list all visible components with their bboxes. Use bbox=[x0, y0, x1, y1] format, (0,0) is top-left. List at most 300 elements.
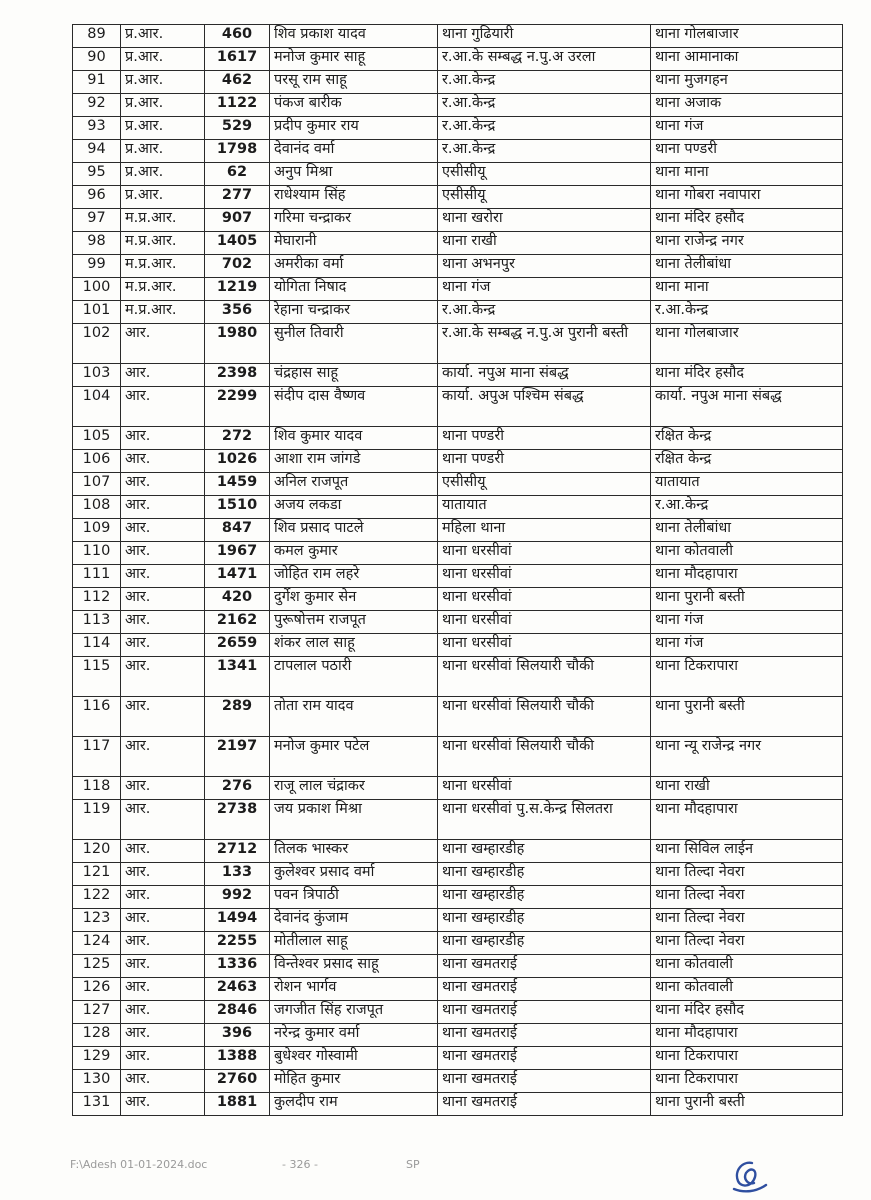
table-row bbox=[73, 978, 843, 1001]
name-cell: देवानंद वर्मा bbox=[270, 140, 438, 163]
rank-cell: आर. bbox=[121, 1001, 205, 1024]
current-posting-cell: थाना खरोरा bbox=[438, 209, 651, 232]
serial-number-cell: 121 bbox=[73, 863, 121, 886]
rank-cell: प्र.आर. bbox=[121, 48, 205, 71]
name-cell: शिव कुमार यादव bbox=[270, 427, 438, 450]
serial-number-cell: 111 bbox=[73, 565, 121, 588]
table-row bbox=[73, 301, 843, 324]
new-posting-cell: थाना गोलबाजार bbox=[651, 25, 843, 48]
table-row bbox=[73, 588, 843, 611]
name-cell: आशा राम जांगडे bbox=[270, 450, 438, 473]
current-posting-cell: थाना धरसीवां bbox=[438, 542, 651, 565]
name-cell: विन्तेश्वर प्रसाद साहू bbox=[270, 955, 438, 978]
table-row bbox=[73, 450, 843, 473]
badge-number-cell: 1219 bbox=[205, 278, 270, 301]
rank-cell: आर. bbox=[121, 519, 205, 542]
badge-number-cell: 907 bbox=[205, 209, 270, 232]
current-posting-cell: थाना खम्हारडीह bbox=[438, 863, 651, 886]
table-row bbox=[73, 232, 843, 255]
name-cell: नरेन्द्र कुमार वर्मा bbox=[270, 1024, 438, 1047]
serial-number-cell: 92 bbox=[73, 94, 121, 117]
current-posting-cell: र.आ.के सम्बद्ध न.पु.अ पुरानी बस्ती bbox=[438, 324, 651, 364]
transfer-table bbox=[72, 24, 843, 1116]
table-row bbox=[73, 1093, 843, 1116]
current-posting-cell: थाना धरसीवां bbox=[438, 634, 651, 657]
serial-number-cell: 117 bbox=[73, 737, 121, 777]
new-posting-cell: थाना न्यू राजेन्द्र नगर bbox=[651, 737, 843, 777]
current-posting-cell: थाना खमतराई bbox=[438, 1093, 651, 1116]
badge-number-cell: 2463 bbox=[205, 978, 270, 1001]
name-cell: पंकज बारीक bbox=[270, 94, 438, 117]
new-posting-cell: थाना मंदिर हसौद bbox=[651, 364, 843, 387]
serial-number-cell: 128 bbox=[73, 1024, 121, 1047]
serial-number-cell: 105 bbox=[73, 427, 121, 450]
new-posting-cell: थाना मौदहापारा bbox=[651, 1024, 843, 1047]
badge-number-cell: 1967 bbox=[205, 542, 270, 565]
badge-number-cell: 1471 bbox=[205, 565, 270, 588]
current-posting-cell: थाना धरसीवां सिलयारी चौकी bbox=[438, 737, 651, 777]
current-posting-cell: थाना खम्हारडीह bbox=[438, 932, 651, 955]
new-posting-cell: थाना पुरानी बस्ती bbox=[651, 1093, 843, 1116]
rank-cell: आर. bbox=[121, 657, 205, 697]
current-posting-cell: महिला थाना bbox=[438, 519, 651, 542]
current-posting-cell: र.आ.केन्द्र bbox=[438, 94, 651, 117]
serial-number-cell: 127 bbox=[73, 1001, 121, 1024]
rank-cell: आर. bbox=[121, 634, 205, 657]
rank-cell: म.प्र.आर. bbox=[121, 209, 205, 232]
new-posting-cell: थाना गंज bbox=[651, 611, 843, 634]
rank-cell: म.प्र.आर. bbox=[121, 278, 205, 301]
rank-cell: आर. bbox=[121, 955, 205, 978]
badge-number-cell: 2255 bbox=[205, 932, 270, 955]
serial-number-cell: 116 bbox=[73, 697, 121, 737]
serial-number-cell: 112 bbox=[73, 588, 121, 611]
table-row bbox=[73, 255, 843, 278]
rank-cell: आर. bbox=[121, 427, 205, 450]
rank-cell: आर. bbox=[121, 886, 205, 909]
serial-number-cell: 101 bbox=[73, 301, 121, 324]
name-cell: तिलक भास्कर bbox=[270, 840, 438, 863]
new-posting-cell: थाना गोबरा नवापारा bbox=[651, 186, 843, 209]
name-cell: जोहित राम लहरे bbox=[270, 565, 438, 588]
rank-cell: आर. bbox=[121, 840, 205, 863]
new-posting-cell: थाना मंदिर हसौद bbox=[651, 1001, 843, 1024]
current-posting-cell: थाना धरसीवां सिलयारी चौकी bbox=[438, 657, 651, 697]
new-posting-cell: र.आ.केन्द्र bbox=[651, 301, 843, 324]
rank-cell: आर. bbox=[121, 1047, 205, 1070]
current-posting-cell: एसीसीयू bbox=[438, 186, 651, 209]
rank-cell: प्र.आर. bbox=[121, 186, 205, 209]
new-posting-cell: थाना सिविल लाईन bbox=[651, 840, 843, 863]
current-posting-cell: थाना गुढियारी bbox=[438, 25, 651, 48]
name-cell: मनोज कुमार पटेल bbox=[270, 737, 438, 777]
name-cell: कुलदीप राम bbox=[270, 1093, 438, 1116]
new-posting-cell: थाना टिकरापारा bbox=[651, 1070, 843, 1093]
serial-number-cell: 125 bbox=[73, 955, 121, 978]
rank-cell: आर. bbox=[121, 909, 205, 932]
serial-number-cell: 98 bbox=[73, 232, 121, 255]
rank-cell: प्र.आर. bbox=[121, 94, 205, 117]
new-posting-cell: थाना गंज bbox=[651, 634, 843, 657]
current-posting-cell: कार्या. नपुअ माना संबद्ध bbox=[438, 364, 651, 387]
badge-number-cell: 847 bbox=[205, 519, 270, 542]
name-cell: प्रदीप कुमार राय bbox=[270, 117, 438, 140]
badge-number-cell: 356 bbox=[205, 301, 270, 324]
table-row bbox=[73, 364, 843, 387]
badge-number-cell: 1510 bbox=[205, 496, 270, 519]
current-posting-cell: थाना राखी bbox=[438, 232, 651, 255]
badge-number-cell: 1405 bbox=[205, 232, 270, 255]
name-cell: शंकर लाल साहू bbox=[270, 634, 438, 657]
serial-number-cell: 106 bbox=[73, 450, 121, 473]
rank-cell: आर. bbox=[121, 932, 205, 955]
name-cell: जय प्रकाश मिश्रा bbox=[270, 800, 438, 840]
rank-cell: आर. bbox=[121, 387, 205, 427]
serial-number-cell: 95 bbox=[73, 163, 121, 186]
new-posting-cell: थाना मंदिर हसौद bbox=[651, 209, 843, 232]
serial-number-cell: 114 bbox=[73, 634, 121, 657]
table-row bbox=[73, 427, 843, 450]
serial-number-cell: 113 bbox=[73, 611, 121, 634]
serial-number-cell: 131 bbox=[73, 1093, 121, 1116]
table-row bbox=[73, 886, 843, 909]
badge-number-cell: 529 bbox=[205, 117, 270, 140]
badge-number-cell: 133 bbox=[205, 863, 270, 886]
new-posting-cell: थाना टिकरापारा bbox=[651, 657, 843, 697]
name-cell: पुरूषोत्तम राजपूत bbox=[270, 611, 438, 634]
badge-number-cell: 1122 bbox=[205, 94, 270, 117]
rank-cell: आर. bbox=[121, 697, 205, 737]
badge-number-cell: 1026 bbox=[205, 450, 270, 473]
current-posting-cell: थाना धरसीवां सिलयारी चौकी bbox=[438, 697, 651, 737]
new-posting-cell: थाना कोतवाली bbox=[651, 978, 843, 1001]
badge-number-cell: 2398 bbox=[205, 364, 270, 387]
rank-cell: आर. bbox=[121, 737, 205, 777]
badge-number-cell: 2299 bbox=[205, 387, 270, 427]
rank-cell: आर. bbox=[121, 978, 205, 1001]
current-posting-cell: थाना धरसीवां bbox=[438, 777, 651, 800]
badge-number-cell: 1388 bbox=[205, 1047, 270, 1070]
badge-number-cell: 1459 bbox=[205, 473, 270, 496]
current-posting-cell: कार्या. अपुअ पश्चिम संबद्ध bbox=[438, 387, 651, 427]
rank-cell: आर. bbox=[121, 611, 205, 634]
name-cell: अनुप मिश्रा bbox=[270, 163, 438, 186]
new-posting-cell: थाना मौदहापारा bbox=[651, 800, 843, 840]
current-posting-cell: थाना धरसीवां पु.स.केन्द्र सिलतरा bbox=[438, 800, 651, 840]
serial-number-cell: 118 bbox=[73, 777, 121, 800]
name-cell: राधेश्याम सिंह bbox=[270, 186, 438, 209]
name-cell: मेघारानी bbox=[270, 232, 438, 255]
current-posting-cell: थाना खमतराई bbox=[438, 955, 651, 978]
name-cell: बुधेश्वर गोस्वामी bbox=[270, 1047, 438, 1070]
current-posting-cell: थाना खमतराई bbox=[438, 1001, 651, 1024]
serial-number-cell: 108 bbox=[73, 496, 121, 519]
badge-number-cell: 62 bbox=[205, 163, 270, 186]
table-row bbox=[73, 94, 843, 117]
rank-cell: आर. bbox=[121, 1024, 205, 1047]
name-cell: पवन त्रिपाठी bbox=[270, 886, 438, 909]
new-posting-cell: थाना तेलीबांधा bbox=[651, 255, 843, 278]
new-posting-cell: र.आ.केन्द्र bbox=[651, 496, 843, 519]
serial-number-cell: 104 bbox=[73, 387, 121, 427]
badge-number-cell: 1341 bbox=[205, 657, 270, 697]
new-posting-cell: थाना तेलीबांधा bbox=[651, 519, 843, 542]
table-row bbox=[73, 800, 843, 840]
badge-number-cell: 992 bbox=[205, 886, 270, 909]
table-row bbox=[73, 186, 843, 209]
table-row bbox=[73, 1070, 843, 1093]
table-row bbox=[73, 909, 843, 932]
serial-number-cell: 126 bbox=[73, 978, 121, 1001]
badge-number-cell: 2712 bbox=[205, 840, 270, 863]
serial-number-cell: 120 bbox=[73, 840, 121, 863]
new-posting-cell: कार्या. नपुअ माना संबद्ध bbox=[651, 387, 843, 427]
serial-number-cell: 94 bbox=[73, 140, 121, 163]
table-row bbox=[73, 324, 843, 364]
new-posting-cell: थाना पण्डरी bbox=[651, 140, 843, 163]
rank-cell: आर. bbox=[121, 450, 205, 473]
name-cell: परसू राम साहू bbox=[270, 71, 438, 94]
name-cell: दुर्गेश कुमार सेन bbox=[270, 588, 438, 611]
footer-sp-mark: SP bbox=[406, 1158, 420, 1171]
new-posting-cell: थाना राखी bbox=[651, 777, 843, 800]
new-posting-cell: थाना कोतवाली bbox=[651, 955, 843, 978]
name-cell: कमल कुमार bbox=[270, 542, 438, 565]
current-posting-cell: थाना पण्डरी bbox=[438, 427, 651, 450]
badge-number-cell: 2162 bbox=[205, 611, 270, 634]
table-row bbox=[73, 611, 843, 634]
serial-number-cell: 90 bbox=[73, 48, 121, 71]
serial-number-cell: 103 bbox=[73, 364, 121, 387]
name-cell: जगजीत सिंह राजपूत bbox=[270, 1001, 438, 1024]
badge-number-cell: 420 bbox=[205, 588, 270, 611]
name-cell: कुलेश्वर प्रसाद वर्मा bbox=[270, 863, 438, 886]
name-cell: रेहाना चन्द्राकर bbox=[270, 301, 438, 324]
serial-number-cell: 96 bbox=[73, 186, 121, 209]
table-row bbox=[73, 777, 843, 800]
current-posting-cell: थाना अभनपुर bbox=[438, 255, 651, 278]
table-row bbox=[73, 140, 843, 163]
name-cell: योगिता निषाद bbox=[270, 278, 438, 301]
current-posting-cell: र.आ.केन्द्र bbox=[438, 71, 651, 94]
serial-number-cell: 102 bbox=[73, 324, 121, 364]
new-posting-cell: थाना टिकरापारा bbox=[651, 1047, 843, 1070]
serial-number-cell: 109 bbox=[73, 519, 121, 542]
badge-number-cell: 1798 bbox=[205, 140, 270, 163]
rank-cell: आर. bbox=[121, 777, 205, 800]
current-posting-cell: थाना खमतराई bbox=[438, 978, 651, 1001]
table-row bbox=[73, 697, 843, 737]
name-cell: संदीप दास वैष्णव bbox=[270, 387, 438, 427]
rank-cell: आर. bbox=[121, 1070, 205, 1093]
badge-number-cell: 272 bbox=[205, 427, 270, 450]
badge-number-cell: 1336 bbox=[205, 955, 270, 978]
badge-number-cell: 702 bbox=[205, 255, 270, 278]
serial-number-cell: 97 bbox=[73, 209, 121, 232]
table-row bbox=[73, 473, 843, 496]
badge-number-cell: 1617 bbox=[205, 48, 270, 71]
rank-cell: प्र.आर. bbox=[121, 140, 205, 163]
table-row bbox=[73, 565, 843, 588]
transfer-table-body bbox=[73, 25, 843, 1116]
current-posting-cell: र.आ.के सम्बद्ध न.पु.अ उरला bbox=[438, 48, 651, 71]
serial-number-cell: 122 bbox=[73, 886, 121, 909]
table-row bbox=[73, 955, 843, 978]
table-row bbox=[73, 863, 843, 886]
badge-number-cell: 1881 bbox=[205, 1093, 270, 1116]
new-posting-cell: थाना पुरानी बस्ती bbox=[651, 697, 843, 737]
table-row bbox=[73, 519, 843, 542]
current-posting-cell: थाना खम्हारडीह bbox=[438, 909, 651, 932]
serial-number-cell: 115 bbox=[73, 657, 121, 697]
rank-cell: आर. bbox=[121, 1093, 205, 1116]
table-row bbox=[73, 1047, 843, 1070]
badge-number-cell: 2846 bbox=[205, 1001, 270, 1024]
new-posting-cell: थाना माना bbox=[651, 278, 843, 301]
badge-number-cell: 2738 bbox=[205, 800, 270, 840]
new-posting-cell: थाना मौदहापारा bbox=[651, 565, 843, 588]
rank-cell: आर. bbox=[121, 324, 205, 364]
current-posting-cell: थाना खमतराई bbox=[438, 1024, 651, 1047]
serial-number-cell: 91 bbox=[73, 71, 121, 94]
badge-number-cell: 460 bbox=[205, 25, 270, 48]
new-posting-cell: थाना अजाक bbox=[651, 94, 843, 117]
rank-cell: आर. bbox=[121, 588, 205, 611]
name-cell: गरिमा चन्द्राकर bbox=[270, 209, 438, 232]
badge-number-cell: 462 bbox=[205, 71, 270, 94]
table-row bbox=[73, 1001, 843, 1024]
rank-cell: प्र.आर. bbox=[121, 71, 205, 94]
badge-number-cell: 2197 bbox=[205, 737, 270, 777]
rank-cell: आर. bbox=[121, 473, 205, 496]
current-posting-cell: थाना खम्हारडीह bbox=[438, 886, 651, 909]
new-posting-cell: थाना तिल्दा नेवरा bbox=[651, 863, 843, 886]
rank-cell: म.प्र.आर. bbox=[121, 301, 205, 324]
name-cell: अनिल राजपूत bbox=[270, 473, 438, 496]
badge-number-cell: 396 bbox=[205, 1024, 270, 1047]
serial-number-cell: 130 bbox=[73, 1070, 121, 1093]
new-posting-cell: थाना तिल्दा नेवरा bbox=[651, 932, 843, 955]
serial-number-cell: 89 bbox=[73, 25, 121, 48]
badge-number-cell: 1980 bbox=[205, 324, 270, 364]
serial-number-cell: 124 bbox=[73, 932, 121, 955]
current-posting-cell: र.आ.केन्द्र bbox=[438, 117, 651, 140]
rank-cell: म.प्र.आर. bbox=[121, 232, 205, 255]
rank-cell: प्र.आर. bbox=[121, 25, 205, 48]
serial-number-cell: 99 bbox=[73, 255, 121, 278]
new-posting-cell: थाना तिल्दा नेवरा bbox=[651, 886, 843, 909]
new-posting-cell: थाना गंज bbox=[651, 117, 843, 140]
name-cell: मोहित कुमार bbox=[270, 1070, 438, 1093]
current-posting-cell: यातायात bbox=[438, 496, 651, 519]
table-row bbox=[73, 932, 843, 955]
new-posting-cell: थाना माना bbox=[651, 163, 843, 186]
name-cell: तोता राम यादव bbox=[270, 697, 438, 737]
badge-number-cell: 2760 bbox=[205, 1070, 270, 1093]
current-posting-cell: थाना खमतराई bbox=[438, 1047, 651, 1070]
new-posting-cell: यातायात bbox=[651, 473, 843, 496]
new-posting-cell: थाना तिल्दा नेवरा bbox=[651, 909, 843, 932]
table-row bbox=[73, 737, 843, 777]
table-row bbox=[73, 657, 843, 697]
current-posting-cell: थाना गंज bbox=[438, 278, 651, 301]
current-posting-cell: एसीसीयू bbox=[438, 163, 651, 186]
rank-cell: आर. bbox=[121, 542, 205, 565]
name-cell: शिव प्रसाद पाटले bbox=[270, 519, 438, 542]
badge-number-cell: 277 bbox=[205, 186, 270, 209]
badge-number-cell: 1494 bbox=[205, 909, 270, 932]
rank-cell: आर. bbox=[121, 863, 205, 886]
new-posting-cell: रक्षित केन्द्र bbox=[651, 427, 843, 450]
name-cell: चंद्रहास साहू bbox=[270, 364, 438, 387]
signature-mark-icon bbox=[728, 1155, 768, 1195]
serial-number-cell: 93 bbox=[73, 117, 121, 140]
rank-cell: म.प्र.आर. bbox=[121, 255, 205, 278]
rank-cell: आर. bbox=[121, 364, 205, 387]
name-cell: टापलाल पठारी bbox=[270, 657, 438, 697]
name-cell: देवानंद कुंजाम bbox=[270, 909, 438, 932]
badge-number-cell: 276 bbox=[205, 777, 270, 800]
table-row bbox=[73, 542, 843, 565]
serial-number-cell: 107 bbox=[73, 473, 121, 496]
serial-number-cell: 119 bbox=[73, 800, 121, 840]
name-cell: अमरीका वर्मा bbox=[270, 255, 438, 278]
current-posting-cell: थाना पण्डरी bbox=[438, 450, 651, 473]
rank-cell: प्र.आर. bbox=[121, 163, 205, 186]
badge-number-cell: 2659 bbox=[205, 634, 270, 657]
current-posting-cell: थाना धरसीवां bbox=[438, 565, 651, 588]
name-cell: राजू लाल चंद्राकर bbox=[270, 777, 438, 800]
current-posting-cell: र.आ.केन्द्र bbox=[438, 301, 651, 324]
table-row bbox=[73, 71, 843, 94]
new-posting-cell: थाना मुजगहन bbox=[651, 71, 843, 94]
current-posting-cell: एसीसीयू bbox=[438, 473, 651, 496]
new-posting-cell: थाना गोलबाजार bbox=[651, 324, 843, 364]
current-posting-cell: थाना खम्हारडीह bbox=[438, 840, 651, 863]
table-row bbox=[73, 387, 843, 427]
serial-number-cell: 123 bbox=[73, 909, 121, 932]
new-posting-cell: थाना राजेन्द्र नगर bbox=[651, 232, 843, 255]
new-posting-cell: रक्षित केन्द्र bbox=[651, 450, 843, 473]
name-cell: मनोज कुमार साहू bbox=[270, 48, 438, 71]
footer-page-number: - 326 - bbox=[282, 1158, 318, 1171]
rank-cell: आर. bbox=[121, 565, 205, 588]
table-row bbox=[73, 163, 843, 186]
badge-number-cell: 289 bbox=[205, 697, 270, 737]
table-row bbox=[73, 25, 843, 48]
table-row bbox=[73, 278, 843, 301]
name-cell: शिव प्रकाश यादव bbox=[270, 25, 438, 48]
table-row bbox=[73, 496, 843, 519]
current-posting-cell: थाना धरसीवां bbox=[438, 611, 651, 634]
current-posting-cell: थाना खमतराई bbox=[438, 1070, 651, 1093]
rank-cell: प्र.आर. bbox=[121, 117, 205, 140]
serial-number-cell: 110 bbox=[73, 542, 121, 565]
serial-number-cell: 129 bbox=[73, 1047, 121, 1070]
table-row bbox=[73, 117, 843, 140]
table-row bbox=[73, 209, 843, 232]
new-posting-cell: थाना कोतवाली bbox=[651, 542, 843, 565]
table-row bbox=[73, 48, 843, 71]
name-cell: अजय लकडा bbox=[270, 496, 438, 519]
rank-cell: आर. bbox=[121, 800, 205, 840]
serial-number-cell: 100 bbox=[73, 278, 121, 301]
name-cell: रोशन भार्गव bbox=[270, 978, 438, 1001]
table-row bbox=[73, 634, 843, 657]
current-posting-cell: र.आ.केन्द्र bbox=[438, 140, 651, 163]
new-posting-cell: थाना आमानाका bbox=[651, 48, 843, 71]
table-row bbox=[73, 840, 843, 863]
